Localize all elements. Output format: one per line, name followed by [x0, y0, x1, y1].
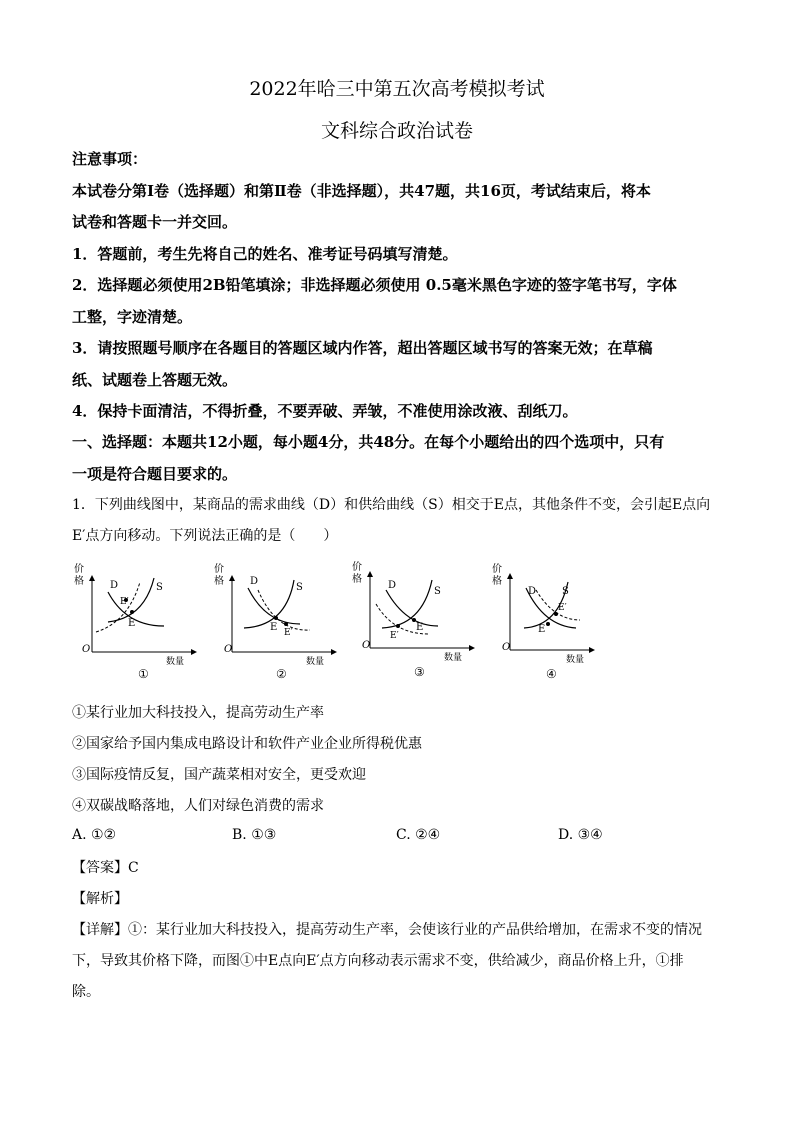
supply-label: S — [562, 586, 569, 597]
graph-4 — [492, 562, 594, 681]
graph-number: ④ — [546, 667, 557, 681]
point-e-label: E — [538, 624, 546, 635]
x-axis-label: 数量 — [166, 657, 185, 667]
statement-2: ②国家给予国内集成电路设计和软件产业企业所得税优惠 — [72, 736, 422, 752]
new-equilibrium-point — [284, 622, 288, 626]
notice-line: 3．请按照题号顺序在各题目的答题区域内作答，超出答题区域书写的答案无效；在草稿 — [72, 339, 653, 357]
demand-label: D — [110, 580, 119, 591]
point-e-prime-label: E′ — [390, 631, 399, 641]
origin-label: O — [502, 642, 511, 653]
notice-line: 4．保持卡面清洁，不得折叠，不要弄破、弄皱，不准使用涂改液、刮纸刀。 — [72, 402, 578, 420]
option-b: B. ①③ — [232, 827, 277, 843]
equilibrium-point — [274, 616, 278, 620]
origin-label: O — [224, 644, 233, 655]
statement-4: ④双碳战略落地，人们对绿色消费的需求 — [72, 798, 324, 814]
exam-subtitle: 文科综合政治试卷 — [320, 120, 473, 142]
point-e-label: E — [416, 622, 424, 633]
point-e-label: E — [128, 618, 136, 629]
section-heading: 一项是符合题目要求的。 — [72, 465, 238, 483]
detail-line: 【详解】①：某行业加大科技投入，提高劳动生产率，会使该行业的产品供给增加，在需求不变的情况 — [72, 922, 702, 938]
equilibrium-point — [130, 610, 134, 614]
y-axis-label: 格 — [214, 576, 224, 587]
notice-line: 本试卷分第Ⅰ卷（选择题）和第Ⅱ卷（非选择题），共47题，共16页，考试结束后，将本 — [72, 182, 651, 200]
option-c: C. ②④ — [396, 827, 441, 843]
graph-1 — [74, 562, 196, 681]
new-equilibrium-point — [396, 624, 400, 628]
supply-label: S — [296, 582, 303, 593]
statement-3: ③国际疫情反复，国产蔬菜相对安全，更受欢迎 — [72, 767, 366, 783]
y-axis-label: 格 — [352, 574, 362, 585]
supply-curve — [244, 580, 294, 628]
y-axis-label: 价 — [214, 564, 224, 575]
y-axis-label: 价 — [74, 564, 84, 575]
demand-label: D — [528, 586, 537, 597]
demand-label: D — [250, 576, 259, 587]
notice-heading: 注意事项： — [72, 150, 148, 168]
x-axis-label: 数量 — [444, 653, 463, 663]
graph-2 — [214, 562, 336, 681]
graph-number: ① — [138, 667, 149, 681]
detail-line: 除。 — [72, 984, 100, 1000]
supply-label: S — [434, 586, 441, 597]
notice-line: 试卷和答题卡一并交回。 — [72, 213, 238, 231]
demand-curve — [386, 590, 438, 626]
notice-line: 2．选择题必须使用2B铅笔填涂；非选择题必须使用 0.5毫米黑色字迹的签字笔书写，字体 — [72, 276, 677, 294]
y-axis-label: 价 — [352, 562, 362, 573]
origin-label: O — [82, 644, 91, 655]
x-axis-label: 数量 — [306, 657, 325, 667]
point-e-label: E — [270, 622, 278, 633]
point-e-prime-label: E′ — [120, 597, 129, 607]
demand-label: D — [388, 580, 397, 591]
graph-number: ③ — [414, 665, 425, 679]
statement-1: ①某行业加大科技投入，提高劳动生产率 — [72, 705, 324, 721]
graph-number: ② — [276, 667, 287, 681]
graph-3 — [352, 560, 474, 679]
notice-line: 1．答题前，考生先将自己的姓名、准考证号码填写清楚。 — [72, 245, 458, 263]
y-axis-label: 格 — [74, 576, 84, 587]
question-stem: 1．下列曲线图中，某商品的需求曲线（D）和供给曲线（S）相交于E点，其他条件不变，会引起E点向 — [72, 497, 711, 513]
y-axis-label: 价 — [492, 564, 502, 575]
detail-line: 下，导致其价格下降，而图①中E点向E′点方向移动表示需求不变，供给减少，商品价格上升，①排 — [72, 953, 684, 969]
question-stem: E′点方向移动。下列说法正确的是（ ） — [72, 528, 338, 544]
notice-line: 工整，字迹清楚。 — [72, 308, 193, 326]
section-heading: 一、选择题：本题共12小题，每小题4分，共48分。在每个小题给出的四个选项中，只有 — [72, 433, 665, 451]
answer-line: 【答案】C — [72, 860, 139, 876]
option-d: D. ③④ — [558, 827, 603, 843]
notice-line: 纸、试题卷上答题无效。 — [72, 371, 238, 389]
x-axis-label: 数量 — [566, 655, 585, 665]
point-e-prime-label: E′ — [284, 628, 293, 638]
exam-title: 2022年哈三中第五次高考模拟考试 — [249, 78, 545, 100]
equilibrium-point — [546, 622, 550, 626]
option-a: A. ①② — [72, 827, 117, 843]
point-e-prime-label: E′ — [558, 603, 567, 613]
supply-demand-graphs — [60, 560, 600, 686]
y-axis-label: 格 — [492, 576, 502, 587]
supply-label: S — [156, 582, 163, 593]
origin-label: O — [362, 640, 371, 651]
analysis-label: 【解析】 — [72, 891, 128, 907]
shifted-demand-curve — [258, 590, 310, 630]
